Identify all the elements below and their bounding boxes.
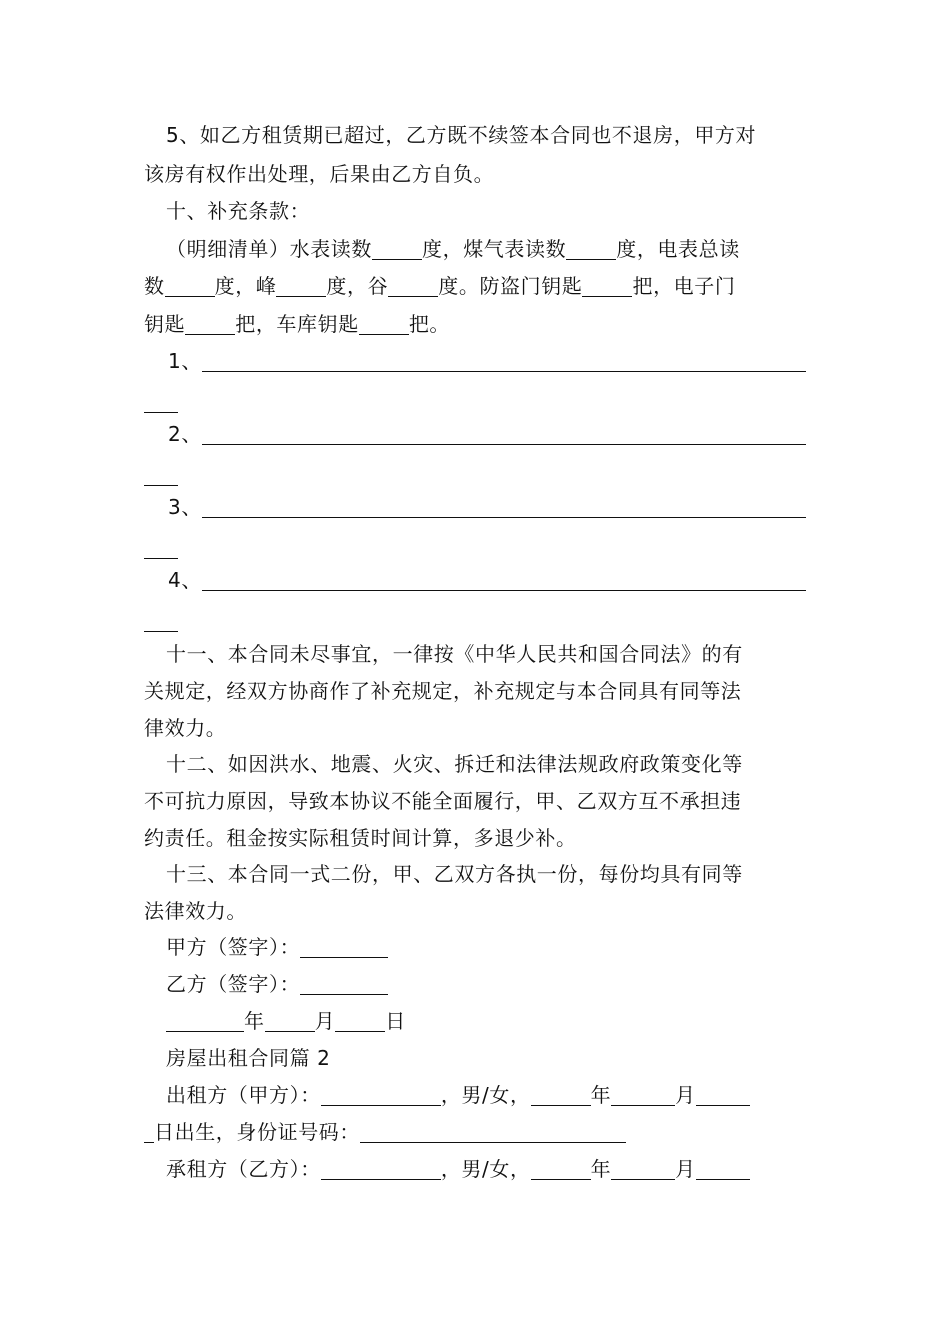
lessor-line: 出租方（甲方）： ，男/女， 年 月 [144, 1077, 810, 1113]
lessor-day-blank[interactable] [696, 1083, 750, 1106]
party-a-signature-blank[interactable] [300, 935, 388, 958]
numbered-item-4-tail [144, 603, 810, 639]
lessee-name-blank[interactable] [321, 1157, 441, 1180]
lessor-month-blank[interactable] [611, 1083, 675, 1106]
contract-2-title: 房屋出租合同篇 2 [166, 1046, 331, 1070]
section-11-line-1: 十一、本合同未尽事宜，一律按《中华人民共和国合同法》的有 [166, 642, 743, 666]
water-reading-blank[interactable] [372, 237, 422, 260]
numbered-item-2-tail [144, 457, 810, 493]
gas-reading-blank[interactable] [566, 237, 616, 260]
garage-key-blank[interactable] [359, 312, 409, 335]
numbered-item-1-tail [144, 384, 810, 420]
item-1-blank[interactable] [202, 349, 806, 372]
item-4-blank[interactable] [202, 568, 806, 591]
numbered-item-2: 2、 [168, 416, 810, 452]
section-12-line-2: 不可抗力原因，导致本协议不能全面履行，甲、乙双方互不承担违 [144, 789, 742, 813]
numbered-item-1: 1、 [168, 343, 810, 379]
lessee-day-blank[interactable] [696, 1157, 750, 1180]
elec-peak-blank[interactable] [276, 274, 326, 297]
numbered-item-4: 4、 [168, 562, 810, 598]
section-13-line-1: 十三、本合同一式二份，甲、乙双方各执一份，每份均具有同等 [166, 862, 743, 886]
party-b-signature: 乙方（签字）： [144, 966, 810, 1002]
detail-list-line-3: 钥匙 把，车库钥匙 把。 [144, 312, 451, 336]
date-month-blank[interactable] [265, 1009, 315, 1032]
clause-9-5-line-1: 5、如乙方租赁期已超过，乙方既不续签本合同也不退房，甲方对 [166, 123, 757, 147]
lessee-month-blank[interactable] [611, 1157, 675, 1180]
section-13-line-2: 法律效力。 [144, 899, 247, 923]
lessor-name-blank[interactable] [321, 1083, 441, 1106]
section-10-title: 十、补充条款： [166, 199, 311, 223]
lessor-year-blank[interactable] [531, 1083, 591, 1106]
section-11-line-3: 律效力。 [144, 716, 227, 740]
date-year-blank[interactable] [166, 1009, 244, 1032]
item-3-blank[interactable] [202, 495, 806, 518]
lessor-id-blank[interactable] [360, 1120, 626, 1143]
party-b-signature-blank[interactable] [300, 972, 388, 995]
detail-list-line-1: （明细清单）水表读数 度，煤气表读数 度，电表总读 [166, 237, 740, 261]
section-11-line-2: 关规定，经双方协商作了补充规定，补充规定与本合同具有同等法 [144, 679, 742, 703]
detail-list-line-2: 数 度，峰 度，谷 度。防盗门钥匙 把，电子门 [144, 274, 736, 298]
signature-date: 年 月 日 [144, 1003, 810, 1039]
lessee-year-blank[interactable] [531, 1157, 591, 1180]
e-key-blank[interactable] [185, 312, 235, 335]
elec-valley-blank[interactable] [388, 274, 438, 297]
date-day-blank[interactable] [335, 1009, 385, 1032]
section-12-line-3: 约责任。租金按实际租赁时间计算，多退少补。 [144, 826, 577, 850]
elec-total-blank[interactable] [165, 274, 215, 297]
item-2-blank[interactable] [202, 422, 806, 445]
party-a-signature: 甲方（签字）： [144, 929, 810, 965]
clause-9-5-line-2: 该房有权作出处理，后果由乙方自负。 [144, 162, 495, 186]
lessor-birth-id: 日出生，身份证号码： [144, 1114, 810, 1150]
lessee-line: 承租方（乙方）： ，男/女， 年 月 [144, 1151, 810, 1187]
numbered-item-3-tail [144, 530, 810, 566]
section-12-line-1: 十二、如因洪水、地震、火灾、拆迁和法律法规政府政策变化等 [166, 752, 743, 776]
door-key-blank[interactable] [582, 274, 632, 297]
numbered-item-3: 3、 [168, 489, 810, 525]
